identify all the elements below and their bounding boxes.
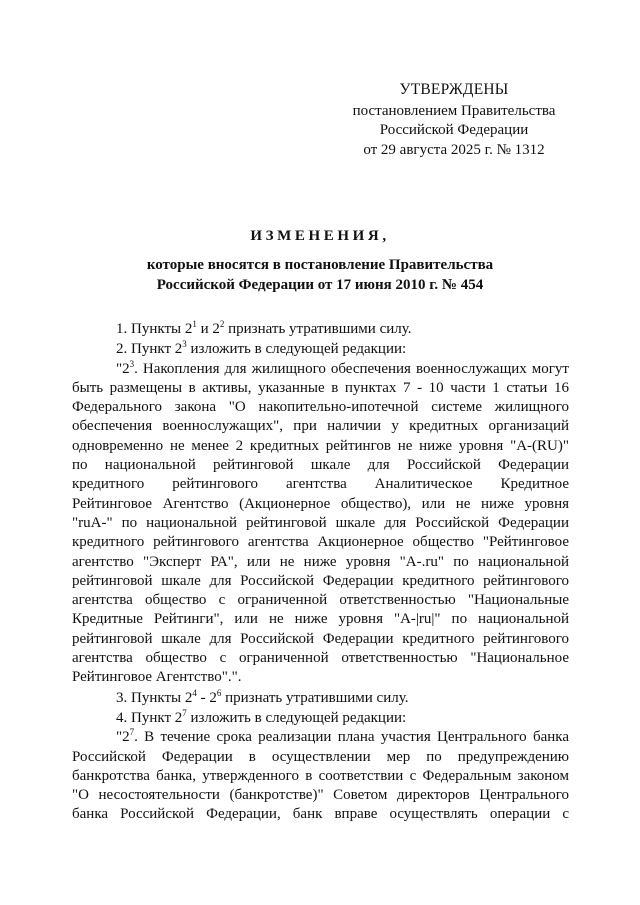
document-body	[72, 320, 569, 825]
quote-2-sup: 7	[129, 728, 135, 738]
item-4	[72, 709, 569, 728]
quoted-point-2-7	[72, 728, 569, 824]
item-1-sup-1: 1	[192, 319, 197, 329]
heading-title: ИЗМЕНЕНИЯ,	[250, 228, 390, 244]
item-4-text-b: изложить в следующей редакции:	[186, 709, 407, 726]
quote-1-line: кредитного рейтингового агентства Акционерное общество "Рейтинговое	[72, 534, 569, 551]
quote-1-last-line: Рейтинговое Агентство".".	[72, 669, 242, 686]
approval-block	[338, 80, 570, 160]
quote-1-line: по национальной рейтинговой шкале для Российской Федерации	[72, 457, 569, 474]
item-3-text-c: признать утратившими силу.	[221, 689, 409, 706]
quote-1-open: "2	[116, 360, 130, 377]
item-3-sup-1: 4	[192, 687, 197, 698]
quote-1-sup: 3	[129, 359, 135, 369]
quote-2-line: банка Российской Федерации, банк вправе осуществлять операции с	[72, 806, 569, 823]
quote-2-first-text: . В течение срока реализации плана участия Центрального банка	[134, 729, 569, 746]
document-heading	[70, 226, 570, 295]
quote-2-first-line	[72, 728, 569, 747]
item-2	[72, 340, 569, 359]
quote-1-line: Федерального закона "О накопительно-ипотечной системе жилищного	[72, 399, 569, 416]
quoted-point-2-3	[72, 360, 569, 688]
approval-line-2: Российской Федерации	[379, 122, 529, 138]
quote-1-line: агентства общество с ограниченной ответственностью "Национальное	[72, 650, 569, 667]
item-4-text-a: 4. Пункт 2	[116, 709, 183, 726]
item-1	[72, 320, 569, 339]
item-3-text-b: - 2	[196, 689, 217, 706]
quote-2-line: банкротства банка, утвержденного в соответствии с Федеральным законом	[72, 767, 569, 784]
item-1-sup-2: 2	[219, 319, 225, 329]
quote-2-line: Российской Федерации в осуществлении мер по предупреждению	[72, 748, 569, 765]
item-4-sup: 7	[182, 707, 187, 718]
heading-line-2: Российской Федерации от 17 июня 2010 г. № 454	[156, 277, 484, 293]
quote-1-line: агентства общество с ограниченной ответственностью "Национальные	[72, 592, 569, 609]
item-3-sup-2: 6	[216, 687, 222, 698]
approval-line-3: от 29 августа 2025 г. № 1312	[363, 141, 545, 158]
quote-1-line: одновременно не менее 2 кредитных рейтингов не ниже уровня "A-(RU)"	[72, 437, 569, 454]
item-2-text-b: изложить в следующей редакции:	[186, 341, 407, 358]
approval-line-1: постановлением Правительства	[352, 102, 556, 119]
item-1-text-b: и 2	[196, 321, 220, 337]
quote-1-first-line	[72, 360, 569, 379]
quote-2-line: "О несостоятельности (банкротстве)" Советом директоров Центрального	[72, 787, 569, 804]
item-3-text-a: 3. Пункты 2	[116, 689, 193, 706]
quote-1-line: Рейтинговое Агентство (Акционерное общество), или не ниже уровня	[72, 495, 569, 512]
quote-1-first-text: . Накопления для жилищного обеспечения военнослужащих могут	[134, 360, 569, 377]
item-2-sup: 3	[182, 339, 187, 350]
quote-1-line: рейтинговой шкале для Российской Федерации кредитного рейтингового	[72, 630, 569, 647]
quote-1-line: быть размещены в активы, указанные в пунктах 7 - 10 части 1 статьи 16	[72, 379, 569, 396]
heading-line-1: которые вносятся в постановление Правительства	[146, 257, 494, 273]
quote-1-line: обеспечения военнослужащих", при наличии у кредитных организаций	[72, 418, 569, 435]
quote-2-open: "2	[116, 729, 130, 746]
quote-1-line: кредитного рейтингового агентства Аналитическое Кредитное	[72, 476, 569, 493]
item-3	[72, 689, 569, 708]
quote-1-line: агентство "Эксперт РА", или не ниже уровня "A-.ru" по национальной	[72, 553, 569, 570]
quote-1-line: рейтинговой шкале для Российской Федерации кредитного рейтингового	[72, 572, 569, 589]
quote-1-line: Кредитные Рейтинги", или не ниже уровня "A-|ru|" по национальной	[72, 611, 569, 628]
item-1-text-a: 1. Пункты 2	[116, 321, 193, 337]
quote-1-line: "ruA-" по национальной рейтинговой шкале для Российской Федерации	[72, 514, 569, 531]
item-2-text-a: 2. Пункт 2	[116, 341, 183, 358]
item-1-text-c: признать утратившими силу.	[224, 321, 412, 337]
approval-title: УТВЕРЖДЕНЫ	[399, 81, 509, 98]
